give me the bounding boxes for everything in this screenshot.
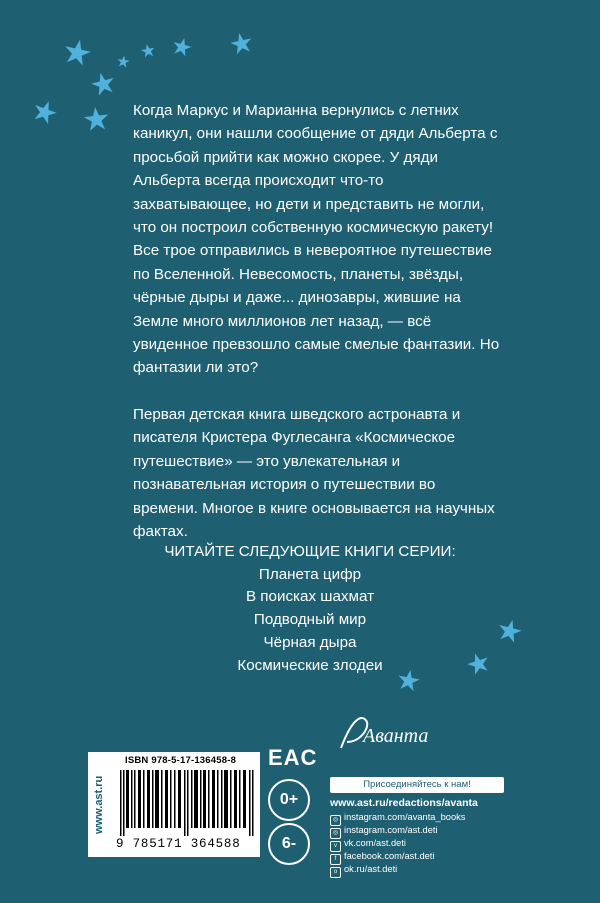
social-link bbox=[330, 851, 434, 865]
star-icon: ★ bbox=[80, 99, 113, 139]
description-paragraph-1: Когда Маркус и Марианна вернулись с летних каникул, они нашли сообщение от дяди Альберта с просьбой прийти как можно скорее. У дяди Альберта всегда происходит что-то захватывающее, но дети и представить не могли, что он построил собственную космическую ракету! Все трое отправились в невероятное путешествие по Вселенной. Невесомость, планеты, звёзды, чёрные дыры и даже... динозавры, жившие на Земле много миллионов лет назад, — всё увиденное превзошло самые смелые фантазии. Но фантазии ли это? bbox=[133, 102, 500, 377]
star-icon: ★ bbox=[393, 663, 424, 698]
star-icon: ★ bbox=[461, 644, 496, 683]
vk-icon: v bbox=[330, 841, 341, 852]
star-icon: ★ bbox=[492, 612, 527, 651]
eac-mark: EAC bbox=[268, 745, 318, 770]
star-icon: ★ bbox=[26, 92, 63, 133]
odnoklassniki-icon: o bbox=[330, 867, 341, 878]
description-paragraph-2: Первая детская книга шведского астронавта и писателя Кристера Фуглесанга «Космическое путешествие» — это увлекательная и познавательная история о путешествии во времени. Многое в книге основывается на научных фактах. bbox=[133, 405, 495, 540]
age-rating-badge-secondary: 6- bbox=[268, 823, 310, 865]
barcode-digits: 9 785171 364588 bbox=[116, 837, 241, 851]
series-heading: ЧИТАЙТЕ СЛЕДУЮЩИЕ КНИГИ СЕРИИ: bbox=[164, 543, 456, 560]
social-link-text: facebook.com/ast.deti bbox=[344, 851, 435, 861]
series-book: В поисках шахмат bbox=[245, 588, 375, 606]
star-icon: ★ bbox=[138, 39, 158, 63]
social-link-text: instagram.com/avanta_books bbox=[344, 812, 466, 822]
social-link bbox=[330, 838, 406, 852]
social-link bbox=[330, 864, 397, 878]
age-rating-badge: 0+ bbox=[268, 779, 310, 821]
instagram-icon: ◎ bbox=[330, 828, 341, 839]
publisher-url: www.ast.ru/redactions/avanta bbox=[330, 797, 478, 809]
book-description bbox=[133, 99, 503, 543]
avanta-logo-text: Аванта bbox=[363, 725, 429, 747]
social-link-text: instagram.com/ast.deti bbox=[344, 825, 438, 835]
join-us-banner: Присоединяйтесь к нам! bbox=[330, 777, 504, 793]
isbn-text: ISBN 978-5-17-136458-8 bbox=[125, 755, 237, 766]
star-icon: ★ bbox=[168, 31, 196, 64]
instagram-icon: ◎ bbox=[330, 815, 341, 826]
star-icon: ★ bbox=[58, 31, 97, 75]
star-icon: ★ bbox=[114, 53, 132, 72]
social-link bbox=[330, 825, 438, 839]
social-link-text: vk.com/ast.deti bbox=[344, 838, 407, 848]
series-book: Космические злодеи bbox=[237, 656, 383, 674]
star-icon: ★ bbox=[225, 25, 257, 62]
series-book: Чёрная дыра bbox=[263, 633, 357, 651]
social-link-text: ok.ru/ast.deti bbox=[344, 864, 398, 874]
star-icon: ★ bbox=[86, 65, 121, 104]
series-book: Подводный мир bbox=[253, 611, 367, 629]
barcode-side-url: www.ast.ru bbox=[93, 775, 105, 834]
avanta-logo bbox=[333, 712, 443, 754]
facebook-icon: f bbox=[330, 854, 341, 865]
social-link bbox=[330, 812, 465, 826]
series-book: Планета цифр bbox=[258, 565, 362, 583]
barcode-bars bbox=[120, 770, 255, 836]
series-list bbox=[120, 541, 500, 677]
